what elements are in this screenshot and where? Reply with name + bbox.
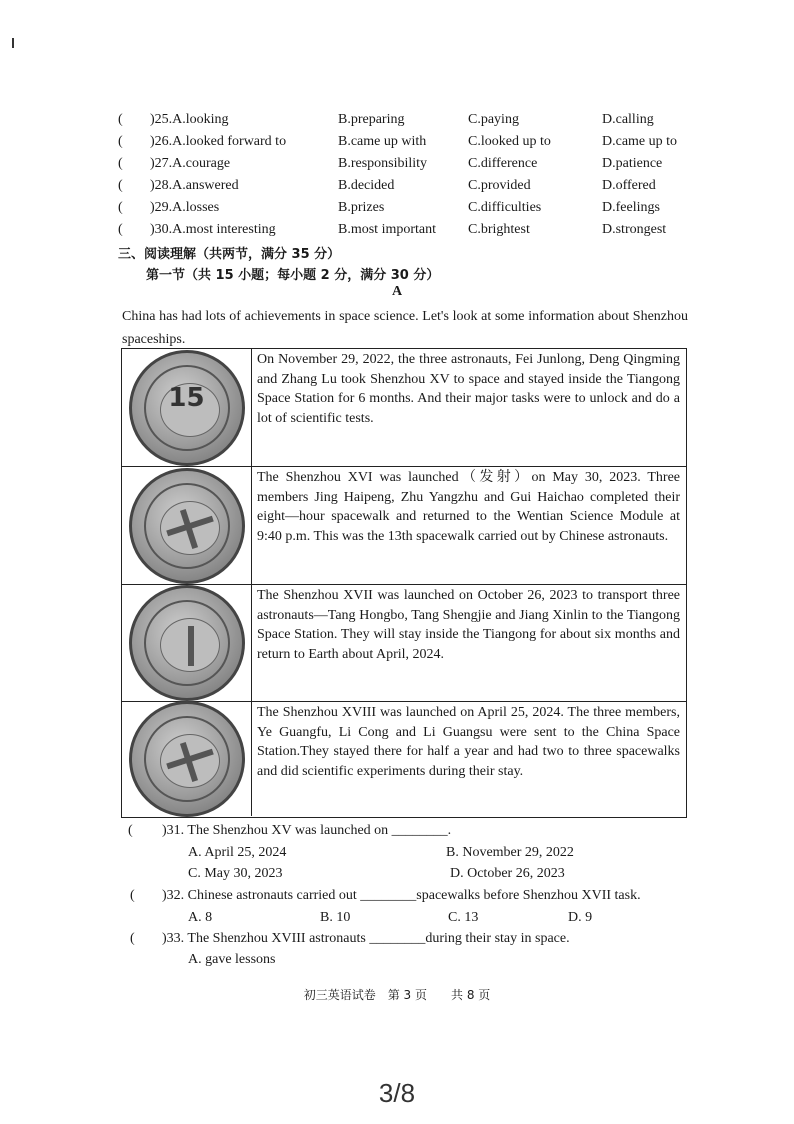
q31-paren: (	[128, 823, 133, 838]
option-b: B.preparing	[338, 112, 405, 127]
row-text: The Shenzhou XVI was launched（发射）on May 30, 2023. Three members Jing Haipeng, Zhu Yangzhu and Gui Haichao completed their eight—hour spacewalk and returned to the Wentian Science Module at 9:40 p.m. This was the 13th spacewalk carried out by Chinese astronauts.	[257, 470, 680, 544]
cloze-row-29	[118, 200, 718, 220]
shenzhou-17-badge-icon	[129, 585, 245, 701]
q33-paren: (	[130, 931, 135, 946]
answer-paren: (	[118, 222, 123, 237]
passage-label: A	[391, 284, 403, 299]
cloze-row-25	[118, 112, 718, 132]
badge-cell	[122, 349, 252, 466]
page-counter: 3/8	[378, 1078, 416, 1108]
option-b: B.came up with	[338, 134, 427, 149]
passage-intro: China has had lots of achievements in space science. Let's look at some information about Shenzhou spaceships.	[122, 309, 688, 347]
option-c: C.provided	[468, 178, 531, 193]
q32-option-b: B. 10	[320, 910, 351, 925]
option-c: C.looked up to	[468, 134, 551, 149]
section-title: 三、阅读理解（共两节，满分 35 分）	[118, 247, 341, 262]
option-b: B.most important	[338, 222, 436, 237]
cloze-row-27	[118, 156, 718, 176]
option-a: )25.A.looking	[150, 112, 229, 127]
q31-option-c: C. May 30, 2023	[188, 866, 283, 881]
page-footer: 初三英语试卷 第 3 页 共 8 页	[303, 988, 491, 1002]
option-c: C.brightest	[468, 222, 530, 237]
q31-stem: )31. The Shenzhou XV was launched on ________.	[162, 823, 452, 838]
option-d: D.patience	[602, 156, 663, 171]
subsection-title: 第一节（共 15 小题；每小题 2 分，满分 30 分）	[146, 268, 440, 283]
shenzhou-info-table	[121, 348, 687, 818]
row-text: The Shenzhou XVII was launched on October 26, 2023 to transport three astronauts—Tang Hongbo, Tang Shengjie and Jiang Xinlin to the Tiangong Space Station. They will stay inside the Tiangong for about six months and return to Earth about April, 2024.	[257, 588, 680, 662]
option-b: B.prizes	[338, 200, 385, 215]
option-c: C.paying	[468, 112, 519, 127]
option-a: )28.A.answered	[150, 178, 239, 193]
badge-cell	[122, 467, 252, 584]
answer-paren: (	[118, 156, 123, 171]
option-a: )26.A.looked forward to	[150, 134, 287, 149]
badge-number: 15	[168, 382, 205, 413]
answer-paren: (	[118, 178, 123, 193]
table-row	[122, 702, 686, 816]
q32-option-a: A. 8	[188, 910, 213, 925]
option-d: D.feelings	[602, 200, 660, 215]
option-a: )27.A.courage	[150, 156, 231, 171]
scan-mark	[12, 38, 14, 48]
answer-paren: (	[118, 134, 123, 149]
q32-stem: )32. Chinese astronauts carried out ________spacewalks before Shenzhou XVII task.	[162, 888, 641, 903]
q32-paren: (	[130, 888, 135, 903]
option-d: D.offered	[602, 178, 656, 193]
option-c: C.difference	[468, 156, 538, 171]
q31-option-a: A. April 25, 2024	[188, 845, 287, 860]
cloze-row-30	[118, 222, 718, 242]
badge-cell	[122, 702, 252, 816]
answer-paren: (	[118, 200, 123, 215]
option-d: D.calling	[602, 112, 654, 127]
cloze-row-26	[118, 134, 718, 154]
badge-cell	[122, 585, 252, 701]
cloze-row-28	[118, 178, 718, 198]
answer-paren: (	[118, 112, 123, 127]
table-row	[122, 585, 686, 702]
shenzhou-16-badge-icon	[129, 468, 245, 584]
q31-option-b: B. November 29, 2022	[446, 845, 574, 860]
option-b: B.responsibility	[338, 156, 428, 171]
option-a: )29.A.losses	[150, 200, 220, 215]
q33-stem: )33. The Shenzhou XVIII astronauts ________during their stay in space.	[162, 931, 570, 946]
q31-option-d: D. October 26, 2023	[450, 866, 565, 881]
shenzhou-15-badge-icon	[129, 350, 245, 466]
q32-option-c: C. 13	[448, 910, 479, 925]
option-d: D.came up to	[602, 134, 678, 149]
option-d: D.strongest	[602, 222, 667, 237]
row-text: On November 29, 2022, the three astronauts, Fei Junlong, Deng Qingming and Zhang Lu took Shenzhou XV to space and stayed inside the Tiangong Space Station for 6 months. And their major tasks were to unlock and do a lot of scientific tests.	[257, 352, 680, 426]
table-row	[122, 467, 686, 585]
option-a: )30.A.most interesting	[150, 222, 276, 237]
option-b: B.decided	[338, 178, 395, 193]
q33-option-a: A. gave lessons	[188, 952, 276, 967]
table-row	[122, 349, 686, 467]
option-c: C.difficulties	[468, 200, 542, 215]
q32-option-d: D. 9	[568, 910, 593, 925]
row-text: The Shenzhou XVIII was launched on April 25, 2024. The three members, Ye Guangfu, Li Cong and Li Guangsu were sent to the China Space Station.They stayed there for half a year and had two to three spacewalks and did scientific experiments during their stay.	[257, 705, 680, 779]
shenzhou-18-badge-icon	[129, 701, 245, 817]
